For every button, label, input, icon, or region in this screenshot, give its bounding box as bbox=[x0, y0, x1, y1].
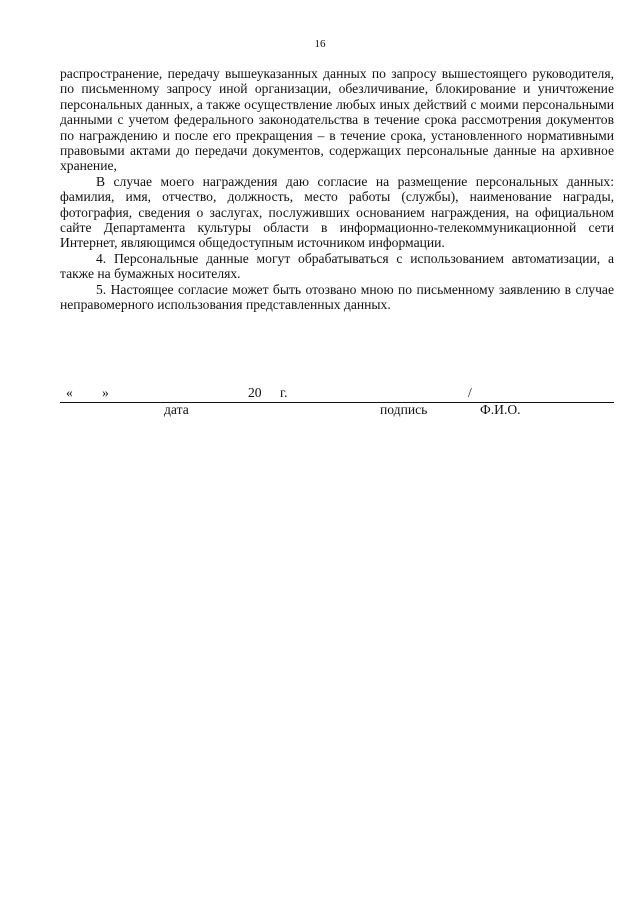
paragraph-publication-consent: В случае моего награждения даю согласие на размещение персональных данных: фамилия, имя, отчество, должность, место работы (службы), наименование награды, фотография, сведения о заслугах, послуживших основанием награждения, на официальном сайте Департамента культуры области в информационно-телекоммуникационной сети Интернет, являющимся общедоступным источником информации. bbox=[60, 173, 614, 251]
signature-line bbox=[60, 386, 614, 403]
caption-date: дата bbox=[164, 402, 189, 417]
slash-separator: / bbox=[468, 385, 472, 400]
page-number: 16 bbox=[314, 38, 326, 50]
document-body bbox=[60, 66, 614, 313]
quote-open: « bbox=[66, 385, 73, 400]
caption-name: Ф.И.О. bbox=[480, 402, 521, 417]
paragraph-4: 4. Персональные данные могут обрабатываться с использованием автоматизации, а также на бумажных носителях. bbox=[60, 250, 614, 282]
paragraph-continuation: распространение, передачу вышеуказанных данных по запросу вышестоящего руководителя, по письменному запросу иной организации, обезличивание, блокирование и уничтожение персональных данных, а также осуществление любых иных действий с моими персональными данными с учетом федерального законодательства в течение срока рассмотрения документов по награждению и после его прекращения – в течение срока, установленного нормативными правовыми актами до передачи документов, содержащих персональные данные на архивное хранение, bbox=[60, 66, 614, 174]
caption-signature: подпись bbox=[380, 402, 428, 417]
quote-close: » bbox=[102, 385, 109, 400]
paragraph-5: 5. Настоящее согласие может быть отозвано мною по письменному заявлению в случае неправомерного использования представленных данных. bbox=[60, 281, 614, 313]
year-prefix: 20 bbox=[248, 385, 262, 400]
year-suffix: г. bbox=[280, 385, 288, 400]
